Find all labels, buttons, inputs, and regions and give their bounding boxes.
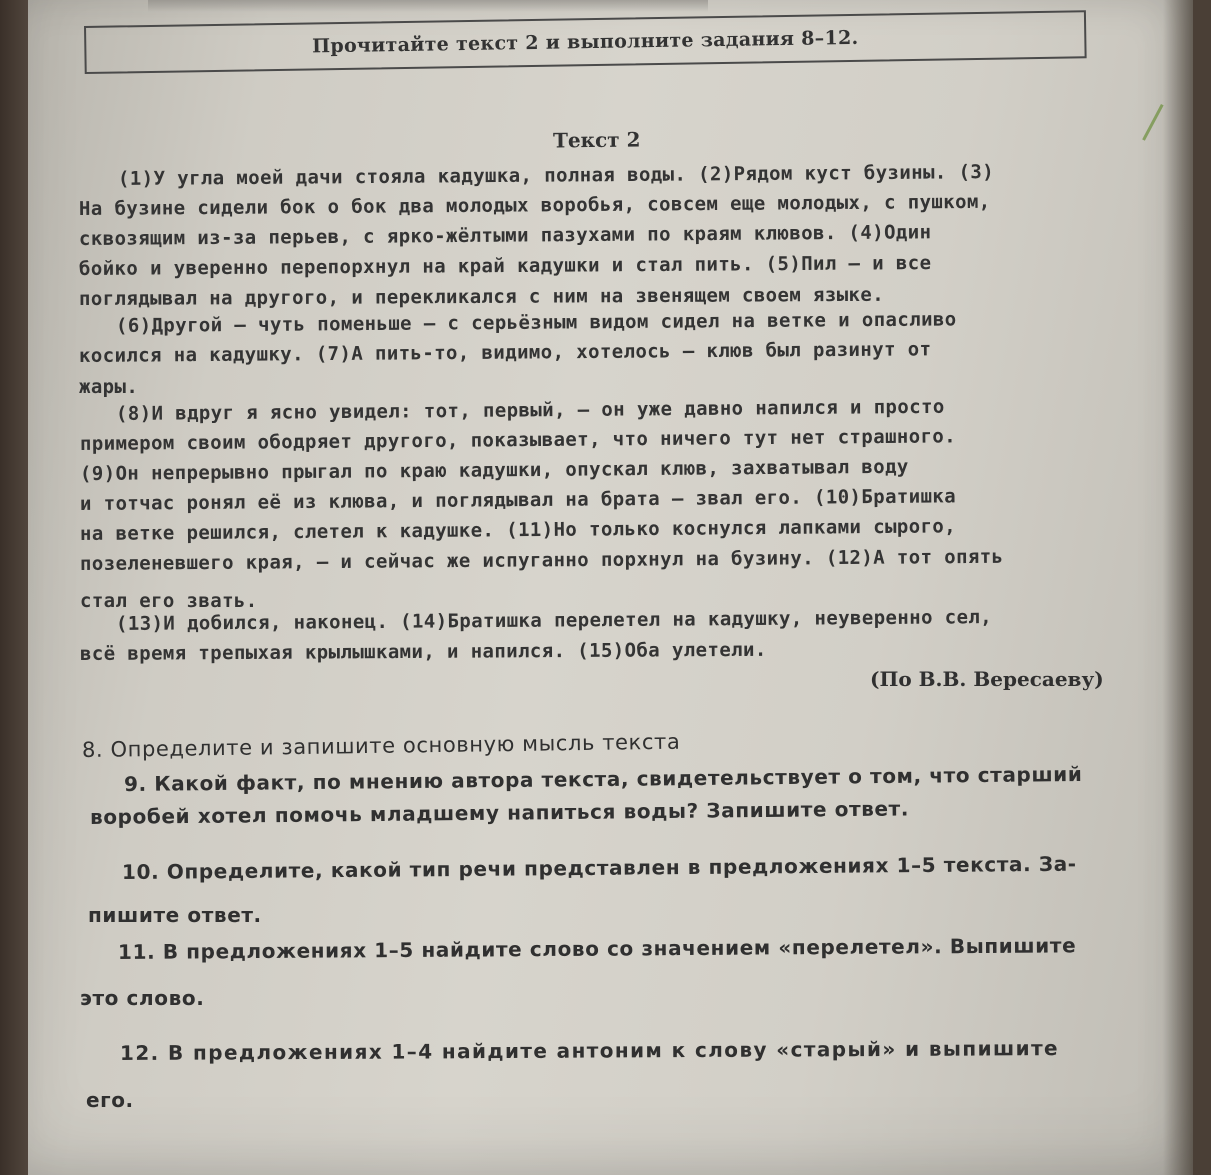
passage-line: На бузине сидели бок о бок два молодых воробья, совсем еще молодых, с пушком,: [78, 190, 991, 220]
passage-line: жары.: [79, 376, 139, 398]
question-8: 8. Определите и запишите основную мысль текста: [81, 729, 681, 762]
passage-line: (9)Он непрерывно прыгал по краю кадушки, опускал клюв, захватывал воду: [79, 455, 909, 485]
previous-page-edge: [148, 0, 708, 12]
author-attribution: (По В.В. Вересаеву): [870, 667, 1104, 691]
passage-line: и тотчас ронял её из клюва, и поглядывал на брата – звал его. (10)Братишка: [79, 485, 957, 515]
question-12-line-2: его.: [86, 1088, 134, 1112]
passage-line: на ветке решился, слетел к кадушке. (11)Но только коснулся лапками сырого,: [79, 515, 957, 545]
passage-line: примером своим ободряет другого, показывает, что ничего тут нет страшного.: [79, 425, 957, 455]
question-10-line-1: 10. Определите, какой тип речи представлен в предложениях 1–5 текста. За-: [121, 851, 1077, 884]
passage-line: (1)У угла моей дачи стояла кадушка, полная воды. (2)Рядом куст бузины. (3): [117, 161, 995, 190]
question-11-line-1: 11. В предложениях 1–5 найдите слово со значением «перелетел». Выпишите: [117, 933, 1077, 964]
passage-line: (13)И добился, наконец. (14)Братишка перелетел на кадушку, неуверенно сел,: [115, 606, 993, 635]
passage-line: косился на кадушку. (7)А пить-то, видимо, хотелось – клюв был разинут от: [78, 338, 932, 367]
passage-line: стал его звать.: [80, 590, 258, 612]
question-9-line-2: воробей хотел помочь младшему напиться воды? Запишите ответ.: [89, 796, 910, 829]
passage-line: позеленевшего края, – и сейчас же испуганно порхнул на бузину. (12)А тот опять: [79, 545, 1004, 575]
passage-line: поглядывал на другого, и перекликался с ним на звенящем своем языке.: [78, 283, 885, 310]
passage-line: бойко и уверенно перепорхнул на край кадушки и стал пить. (5)Пил – и все: [78, 252, 932, 280]
question-10-line-2: пишите ответ.: [88, 903, 262, 927]
passage-line: сквозящим из-за перьев, с ярко-жёлтыми пазухами по краям клювов. (4)Один: [78, 221, 932, 250]
text-title: Текст 2: [552, 127, 641, 153]
instruction-text: Прочитайте текст 2 и выполните задания 8–12.: [311, 26, 859, 58]
page-shadow: [1163, 0, 1193, 1175]
passage-line: всё время трепыхая крылышками, и напился. (15)Оба улетели.: [79, 638, 767, 665]
question-11-line-2: это слово.: [80, 986, 205, 1010]
passage-line: (8)И вдруг я ясно увидел: тот, первый, – он уже давно напился и просто: [115, 395, 945, 425]
question-9-line-1: 9. Какой факт, по мнению автора текста, свидетельствует о том, что старший: [123, 761, 1083, 796]
question-12-line-1: 12. В предложениях 1–4 найдите антоним к слову «старый» и выпишите: [119, 1036, 1060, 1065]
passage-line: (6)Другой – чуть поменьше – с серьёзным видом сидел на ветке и опасливо: [115, 308, 957, 337]
